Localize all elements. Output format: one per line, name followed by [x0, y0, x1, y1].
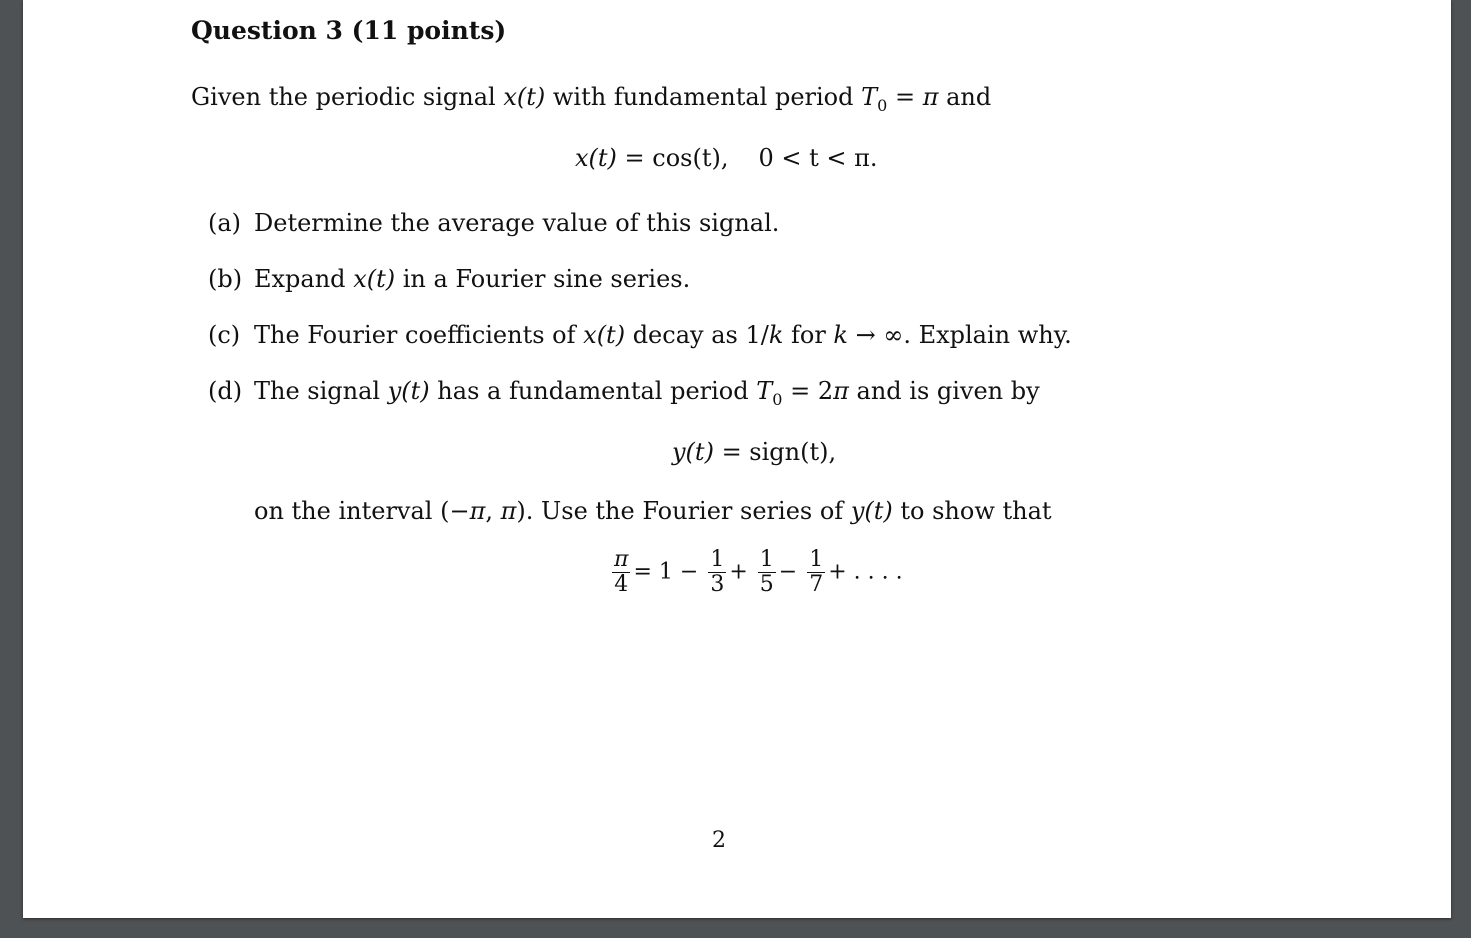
eq2-rhs: = sign(t), — [713, 438, 837, 466]
equation-leibniz-series — [609, 548, 903, 597]
interval-text-2: ). Use the Fourier series of — [516, 497, 851, 525]
question-title: Question 3 (11 points) — [191, 16, 507, 45]
item-a-text: Determine the average value of this signal. — [254, 209, 780, 237]
intro-text-2: with fundamental period — [545, 83, 862, 111]
frac-1-numerator-b: 1 — [759, 547, 774, 572]
eq1-rhs: = cos(t), — [616, 144, 729, 172]
eq1-range: 0 < t < π. — [758, 144, 878, 172]
interval-pi-1: π — [469, 497, 486, 525]
series-equals-one-minus: = 1 − — [633, 559, 699, 585]
frac-3-denominator: 3 — [710, 572, 725, 597]
intro-x-of-t: x(t) — [503, 83, 546, 111]
frac-5-denominator: 5 — [759, 572, 774, 597]
eq2-lhs: y(t) — [672, 438, 714, 466]
item-d-period-symbol: T — [756, 377, 773, 405]
interval-text-1: on the interval (− — [254, 497, 470, 525]
interval-comma: , — [485, 497, 501, 525]
intro-paragraph — [191, 82, 991, 121]
fraction-one-fifth — [758, 548, 776, 597]
item-a-label: (a) — [208, 209, 242, 237]
item-b-text-2: in a Fourier sine series. — [395, 265, 691, 293]
intro-text-3: and — [938, 83, 992, 111]
item-d-text-2: has a fundamental period — [429, 377, 757, 405]
equation-y-definition — [672, 437, 836, 467]
item-d-y-of-t: y(t) — [387, 377, 430, 405]
frac-1-numerator-c: 1 — [809, 547, 824, 572]
interval-y-of-t: y(t) — [850, 497, 893, 525]
item-c-label: (c) — [208, 321, 241, 349]
item-c-k-1: k — [768, 321, 784, 349]
item-c-text-3: for — [783, 321, 834, 349]
item-b-x-of-t: x(t) — [353, 265, 396, 293]
interval-paragraph — [254, 496, 1052, 526]
item-b-text — [254, 264, 690, 294]
interval-text-3: to show that — [892, 497, 1052, 525]
frac-7-denominator: 7 — [809, 572, 824, 597]
item-d-text-1: The signal — [254, 377, 388, 405]
item-c-text-1: The Fourier coefficients of — [254, 321, 584, 349]
eq1-lhs: x(t) — [575, 144, 617, 172]
intro-period-subscript: 0 — [877, 95, 888, 115]
intro-text-1: Given the periodic signal — [191, 83, 504, 111]
frac-4-denominator: 4 — [614, 572, 629, 597]
series-tail: + . . . . — [828, 559, 903, 585]
fraction-pi-over-4 — [612, 548, 630, 597]
frac-pi-numerator: π — [614, 547, 629, 572]
item-d-text-4: and is given by — [848, 377, 1040, 405]
fraction-one-seventh — [807, 548, 825, 597]
interval-pi-2: π — [500, 497, 517, 525]
equation-x-definition — [575, 143, 878, 173]
series-plus: + — [729, 559, 748, 585]
item-c-x-of-t: x(t) — [583, 321, 626, 349]
document-page — [23, 0, 1451, 918]
item-d-text-3: = 2 — [782, 377, 834, 405]
page-number: 2 — [712, 828, 726, 853]
item-b-text-1: Expand — [254, 265, 354, 293]
series-minus: − — [778, 559, 798, 585]
item-c-k-2: k — [833, 321, 848, 349]
intro-equals: = — [887, 83, 923, 111]
item-c-text — [254, 320, 1072, 350]
intro-pi: π — [922, 83, 939, 111]
item-b-label: (b) — [208, 265, 243, 293]
intro-period-symbol: T — [861, 83, 878, 111]
item-d-pi: π — [833, 377, 849, 405]
frac-1-numerator-a: 1 — [710, 547, 725, 572]
item-c-text-4: → ∞. Explain why. — [847, 321, 1072, 349]
fraction-one-third — [708, 548, 726, 597]
item-d-period-subscript: 0 — [772, 389, 783, 409]
item-c-text-2: decay as 1/ — [625, 321, 769, 349]
item-d-label: (d) — [208, 377, 243, 405]
item-d-text — [254, 376, 1040, 415]
